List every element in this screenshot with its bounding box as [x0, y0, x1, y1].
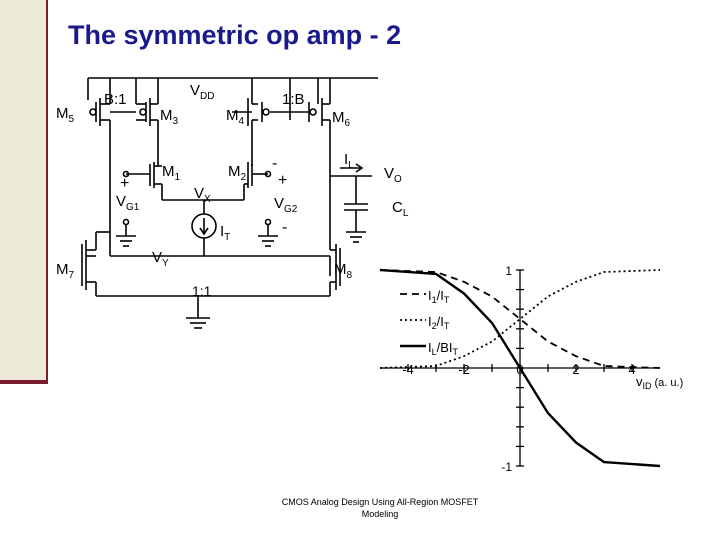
label-vg2: $V_{G2}$ — [274, 195, 298, 215]
label-vg1: $V_{G1}$ — [116, 193, 140, 213]
slide-footer — [262, 496, 498, 520]
label-m2: $M_2$ — [228, 163, 247, 183]
y-tick-label: 1 — [505, 264, 512, 278]
x-tick-label: 2 — [572, 362, 580, 377]
label-1b: 1:B — [282, 91, 305, 108]
label-cl: $C_L$ — [392, 199, 409, 219]
label-m7: $M_7$ — [56, 261, 75, 281]
label-m5: $M_5$ — [56, 105, 75, 125]
label-1-1: 1:1 — [192, 283, 212, 299]
x-axis-label: $v_{ID}$ $^{(a. u.)}$ — [636, 374, 684, 391]
x-tick-label: -2 — [458, 362, 470, 377]
y-tick-label: -1 — [501, 460, 512, 474]
chart-legend — [400, 288, 459, 357]
label-vx: $V_X$ — [194, 185, 211, 205]
legend-label: $I_L/BI_T$ — [428, 340, 459, 357]
label-m6: $M_6$ — [332, 109, 351, 129]
label-plus-left: + — [120, 175, 130, 192]
x-tick-label: 4 — [628, 362, 636, 377]
label-il: $I_L$ — [344, 151, 354, 171]
label-b1: B:1 — [104, 91, 127, 108]
label-m3: $M_3$ — [160, 107, 179, 127]
x-tick-label: 0 — [516, 362, 524, 377]
label-m1: $M_1$ — [162, 163, 181, 183]
legend-label: $I_1/I_T$ — [428, 288, 450, 305]
label-m4: $M_4$ — [226, 107, 245, 127]
x-tick-label: -4 — [402, 362, 414, 377]
chart — [380, 264, 683, 474]
label-vo: $V_O$ — [384, 165, 402, 185]
label-minus-top: - — [272, 155, 278, 172]
label-plus-right: + — [278, 172, 288, 189]
label-minus-bottom: - — [282, 219, 288, 236]
legend-label: $I_2/I_T$ — [428, 314, 450, 331]
footer-line-1: CMOS Analog Design Using All-Region MOSFET — [281, 497, 479, 507]
slide-title: The symmetric op amp - 2 — [68, 20, 402, 50]
label-it: $I_T$ — [220, 223, 231, 243]
label-m8: $M_8$ — [334, 261, 353, 281]
label-vy: $V_Y$ — [152, 249, 169, 269]
footer-line-2: Modeling — [361, 509, 399, 519]
label-vdd: $V_{DD}$ — [190, 82, 215, 102]
